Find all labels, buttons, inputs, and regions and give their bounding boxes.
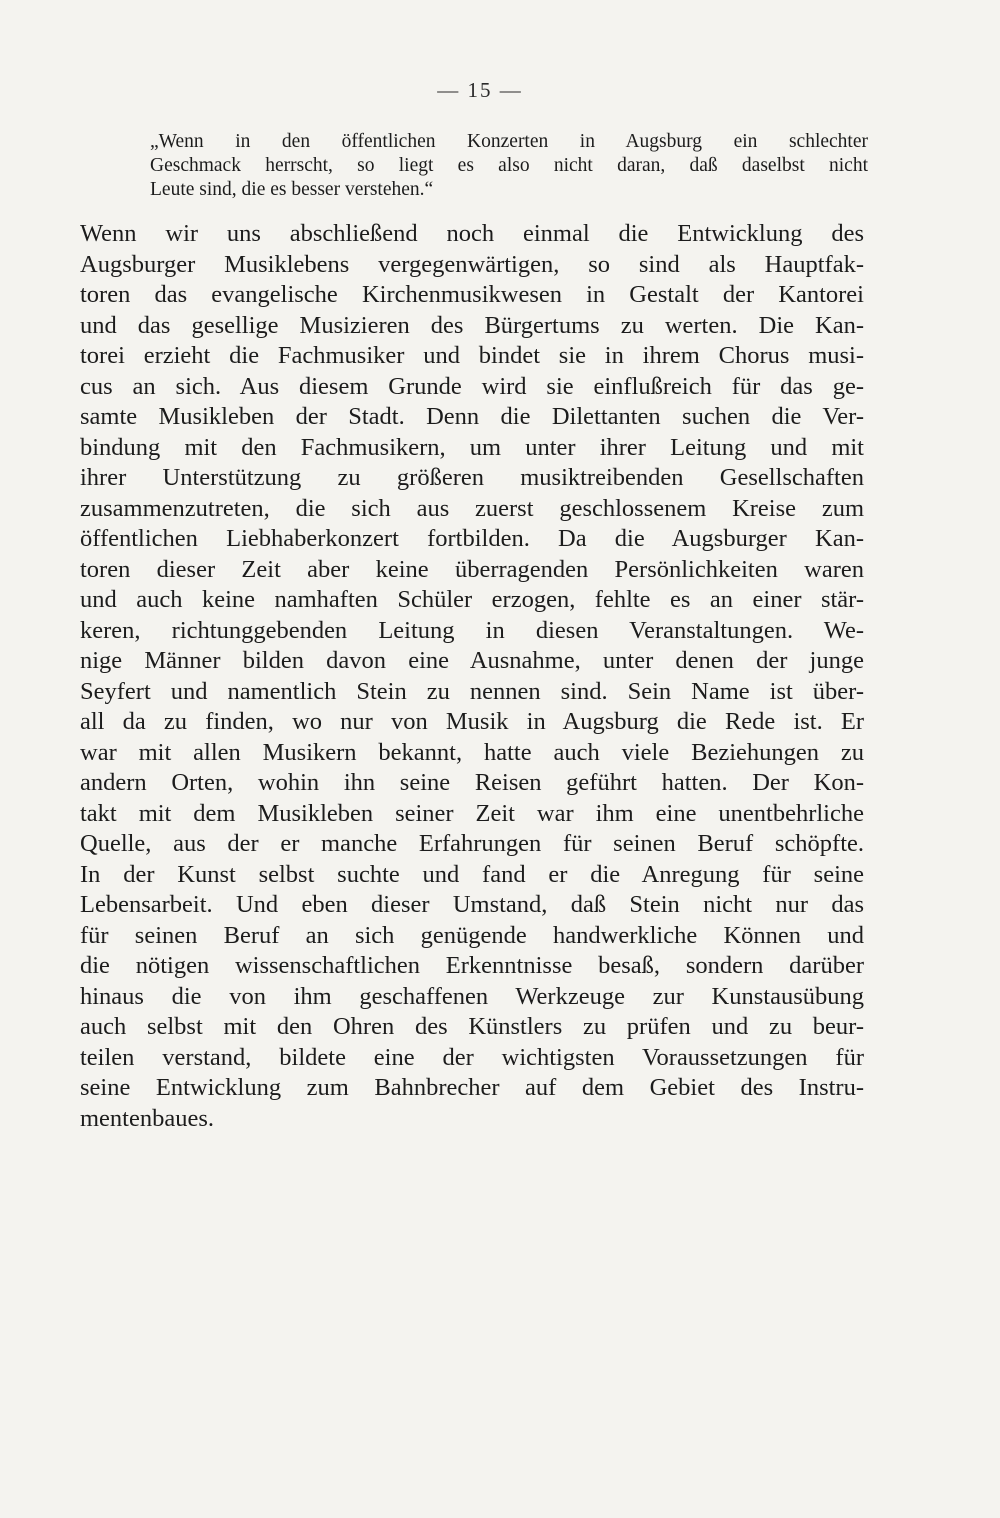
text-line: samte Musikleben der Stadt. Denn die Dilettanten suchen die Ver-: [80, 403, 864, 430]
text-line: und das gesellige Musizieren des Bürgertums zu werten. Die Kan-: [80, 311, 864, 339]
quote-line: Leute sind, die es besser verstehen.“: [150, 179, 434, 200]
page-number: — 15 —: [437, 78, 523, 102]
text-line: teilen verstand, bildete eine der wichtigsten Voraussetzungen für: [80, 1043, 864, 1071]
text-line: torei erzieht die Fachmusiker und bindet sie in ihrem Chorus musi-: [80, 342, 864, 369]
quote-line: „Wenn in den öffentlichen Konzerten in Augsburg ein schlechter: [150, 131, 868, 152]
text-line: hinaus die von ihm geschaffenen Werkzeuge zur Kunstausübung: [80, 982, 864, 1010]
text-line: In der Kunst selbst suchte und fand er die Anregung für seine: [80, 860, 864, 888]
text-line: bindung mit den Fachmusikern, um unter ihrer Leitung und mit: [80, 433, 864, 461]
text-line: für seinen Beruf an sich genügende handwerkliche Können und: [80, 921, 864, 949]
text-line: öffentlichen Liebhaberkonzert fortbilden. Da die Augsburger Kan-: [80, 525, 864, 552]
quote-line: Geschmack herrscht, so liegt es also nicht daran, daß daselbst nicht: [150, 155, 868, 176]
text-line: mentenbaues.: [80, 1104, 215, 1132]
text-line: toren dieser Zeit aber keine überragenden Persönlichkeiten waren: [80, 555, 864, 583]
text-line: die nötigen wissenschaftlichen Erkenntnisse besaß, sondern darüber: [80, 952, 864, 979]
text-line: nige Männer bilden davon eine Ausnahme, unter denen der junge: [80, 647, 864, 674]
text-line: auch selbst mit den Ohren des Künstlers zu prüfen und zu beur-: [80, 1013, 864, 1040]
text-line: ihrer Unterstützung zu größeren musiktreibenden Gesellschaften: [80, 464, 864, 491]
text-line: andern Orten, wohin ihn seine Reisen geführt hatten. Der Kon-: [80, 769, 864, 796]
block-quote: [150, 130, 868, 202]
text-line: keren, richtunggebenden Leitung in diesen Veranstaltungen. We-: [80, 616, 864, 644]
text-line: Quelle, aus der er manche Erfahrungen für seinen Beruf schöpfte.: [80, 830, 864, 857]
text-line: cus an sich. Aus diesem Grunde wird sie einflußreich für das ge-: [80, 372, 864, 400]
body-paragraph: [80, 219, 864, 1134]
text-line: Seyfert und namentlich Stein zu nennen sind. Sein Name ist über-: [80, 677, 864, 705]
text-line: toren das evangelische Kirchenmusikwesen in Gestalt der Kantorei: [80, 281, 864, 308]
text-line: Augsburger Musiklebens vergegenwärtigen, so sind als Hauptfak-: [80, 250, 864, 278]
text-line: all da zu finden, wo nur von Musik in Augsburg die Rede ist. Er: [80, 708, 864, 735]
text-line: Wenn wir uns abschließend noch einmal die Entwicklung des: [80, 220, 864, 247]
text-line: Lebensarbeit. Und eben dieser Umstand, daß Stein nicht nur das: [80, 891, 864, 918]
text-line: takt mit dem Musikleben seiner Zeit war ihm eine unentbehrliche: [80, 799, 864, 827]
text-line: und auch keine namhaften Schüler erzogen, fehlte es an einer stär-: [80, 586, 864, 613]
text-line: war mit allen Musikern bekannt, hatte auch viele Beziehungen zu: [80, 738, 864, 766]
text-line: zusammenzutreten, die sich aus zuerst geschlossenem Kreise zum: [80, 494, 864, 522]
text-line: seine Entwicklung zum Bahnbrecher auf dem Gebiet des Instru-: [80, 1074, 864, 1101]
